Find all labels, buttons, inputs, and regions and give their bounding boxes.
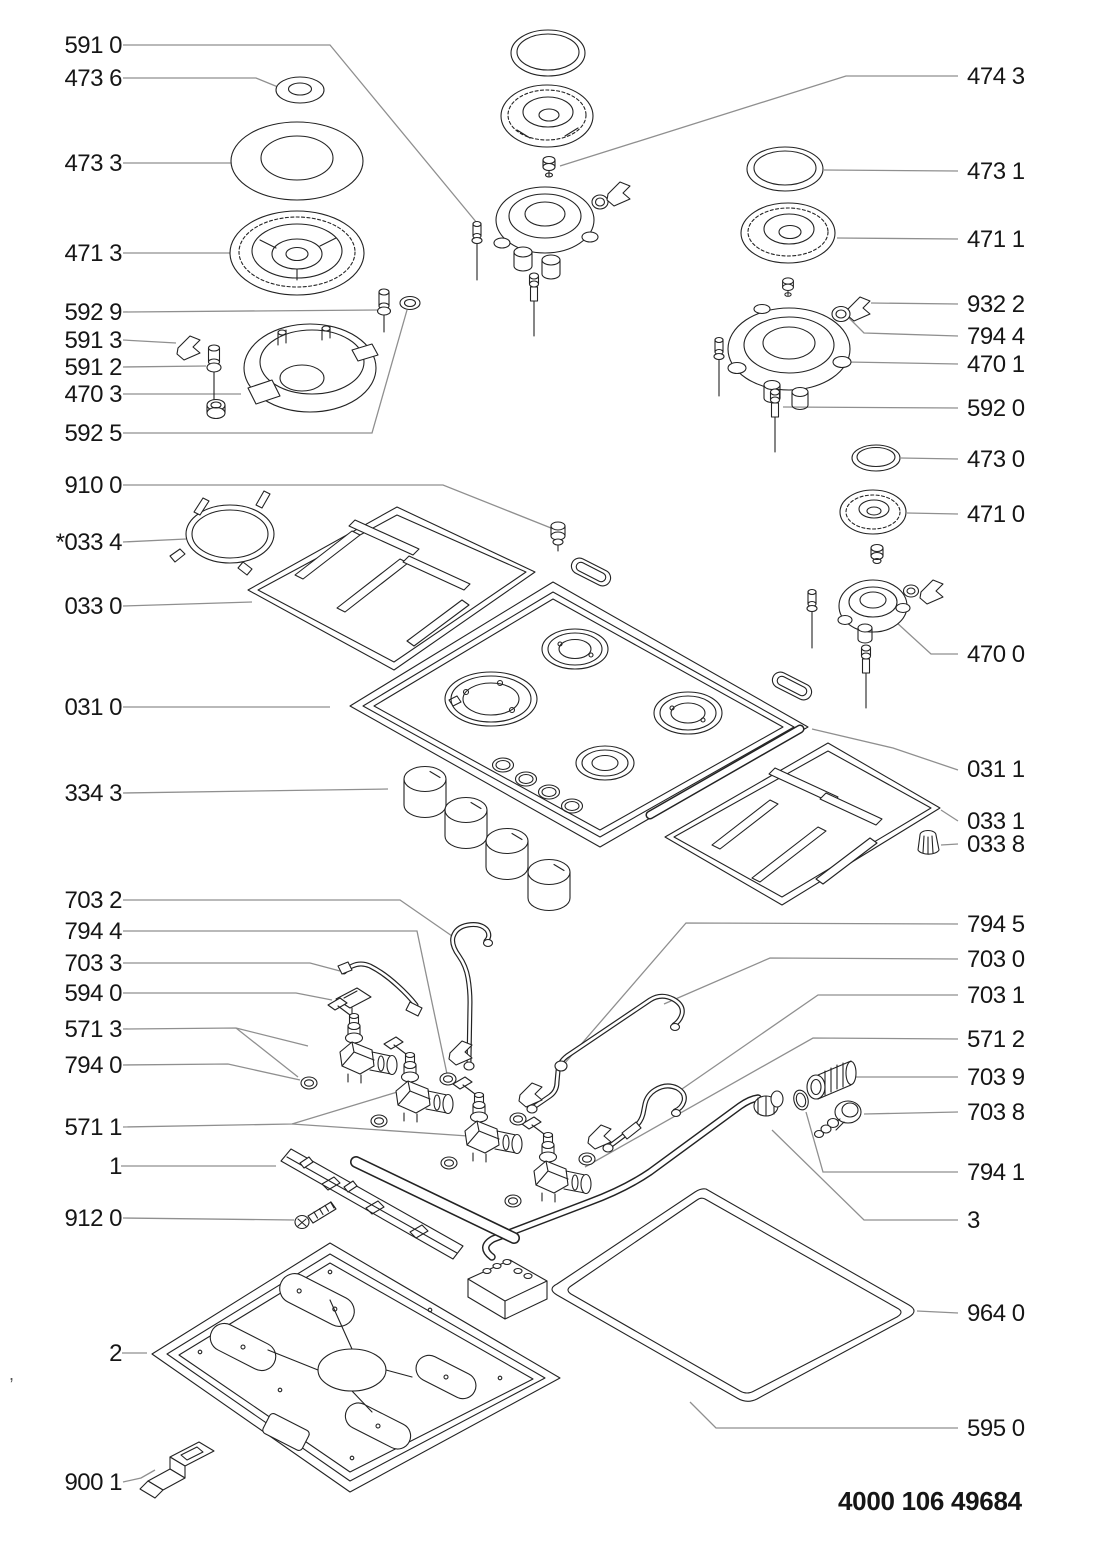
part-label-033-0: 033 0 [64,593,122,620]
seal-simmer-drawing [904,585,919,597]
part-label-592-0: 592 0 [967,395,1025,422]
screw-center-drawing [543,157,555,178]
threaded-bush-drawing [807,1061,856,1099]
thermocouple-center-drawing [530,273,539,336]
o-ring [579,1153,595,1165]
part-label-471-0: 471 0 [967,501,1025,528]
seal-ring-center-drawing [592,195,608,209]
o-ring [371,1115,387,1127]
part-label-703-0: 703 0 [967,946,1025,973]
gasket-stadium-top [569,555,614,588]
part-label-033-4: *033 4 [55,529,122,556]
burner-cap-simmer-drawing [852,445,900,471]
part-label-571-3: 571 3 [64,1016,122,1043]
bracket-drawing [140,1442,214,1498]
part-label-471-1: 471 1 [967,226,1025,253]
igniter-electrode-right-drawing [714,338,724,397]
burner-stack-left [177,77,420,419]
o-ring [440,1073,456,1085]
part-label-932-2: 932 2 [967,291,1025,318]
part-label-591-2: 591 2 [64,354,122,381]
washer-drawing [400,297,420,310]
part-label-595-0: 595 0 [967,1415,1025,1442]
thermocouple-simmer-drawing [862,645,871,708]
part-label-033-1: 033 1 [967,808,1025,835]
part-label-470-1: 470 1 [967,351,1025,378]
burner-cap-center-drawing [511,30,585,76]
part-label-703-1: 703 1 [967,982,1025,1009]
clip-right-drawing [847,297,870,321]
screw-drawing [295,1202,336,1229]
part-label-571-1: 571 1 [64,1114,122,1141]
pipe-fitting [406,1002,422,1016]
part-label-031-1: 031 1 [967,756,1025,783]
gas-tap-1 [328,998,397,1083]
part-label-033-8: 033 8 [967,831,1025,858]
spark-generator-drawing [468,1260,547,1320]
igniter-electrode-simmer-drawing [807,590,817,649]
part-label-473-0: 473 0 [967,446,1025,473]
seal-right-drawing [832,307,850,322]
rubber-foot-drawing [918,831,939,855]
part-label-470-3: 470 3 [64,381,122,408]
part-label-592-9: 592 9 [64,299,122,326]
o-ring [505,1195,521,1207]
injector-simmer-drawing [871,545,883,564]
spark-plug-drawing [378,289,391,332]
hose-union-drawing [815,1101,862,1138]
spring-clip-drawing [177,336,200,360]
igniter-electrode-center-drawing [472,222,482,281]
part-label-2: 2 [109,1340,122,1367]
part-label-473-1: 473 1 [967,158,1025,185]
part-label-794-5: 794 5 [967,911,1025,938]
part-label-703-9: 703 9 [967,1064,1025,1091]
burner-stack-center [472,30,630,336]
burner-body-right-drawing [728,305,851,410]
pipe-fitting [338,962,352,974]
part-label-571-2: 571 2 [967,1026,1025,1053]
part-label-703-8: 703 8 [967,1099,1025,1126]
part-label-473-3: 473 3 [64,150,122,177]
part-label-594-0: 594 0 [64,980,122,1007]
part-label-964-0: 964 0 [967,1300,1025,1327]
gasket-stadium-right [770,669,815,702]
burner-cap-small-drawing [276,77,324,103]
wok-ring-drawing [170,491,274,575]
front-rail-drawing [281,1149,514,1259]
burner-cap-large-drawing [231,122,363,200]
part-label-794-0: 794 0 [64,1052,122,1079]
part-label-900-1: 900 1 [64,1469,122,1496]
o-ring [441,1157,457,1169]
part-label-592-5: 592 5 [64,420,122,447]
burner-body-left-drawing [207,324,378,419]
part-label-473-6: 473 6 [64,65,122,92]
part-label-334-3: 334 3 [64,780,122,807]
part-label-794-4-right: 794 4 [967,323,1025,350]
thermocouple-right-drawing [771,389,780,452]
injector-drawing [551,522,565,551]
clip-center-drawing [607,182,630,206]
part-label-474-3: 474 3 [967,63,1025,90]
gasket-frame-drawing [552,1189,914,1401]
part-label-3: 3 [967,1207,980,1234]
part-label-591-3: 591 3 [64,327,122,354]
part-label-703-3: 703 3 [64,950,122,977]
part-label-470-0: 470 0 [967,641,1025,668]
part-label-591-0: 591 0 [64,32,122,59]
screw-right-drawing [783,278,794,296]
part-label-794-4-left: 794 4 [64,918,122,945]
part-label-910-0: 910 0 [64,472,122,499]
part-label-031-0: 031 0 [64,694,122,721]
olive-seal-drawing [555,1061,567,1071]
burner-head-simmer-drawing [840,490,906,534]
burner-stack-right [714,147,870,452]
part-label-703-2: 703 2 [64,887,122,914]
part-label-1: 1 [109,1153,122,1180]
burner-stack-simmer [807,445,943,708]
burner-cap-right-drawing [747,147,823,191]
burner-head-center-drawing [501,85,593,147]
burner-head-right-drawing [741,203,835,263]
part-label-912-0: 912 0 [64,1205,122,1232]
burner-body-center-drawing [494,187,598,279]
stray-mark: , [9,1364,15,1384]
part-label-471-3: 471 3 [64,240,122,267]
o-ring [301,1077,317,1089]
document-code: 4000 106 49684 [838,1486,1022,1516]
burner-body-simmer-drawing [838,580,910,643]
burner-head-large-drawing [230,211,364,295]
o-ring [510,1113,526,1125]
clip-simmer-drawing [920,580,943,604]
part-label-794-1: 794 1 [967,1159,1025,1186]
bottom-tray-drawing [152,1243,560,1492]
